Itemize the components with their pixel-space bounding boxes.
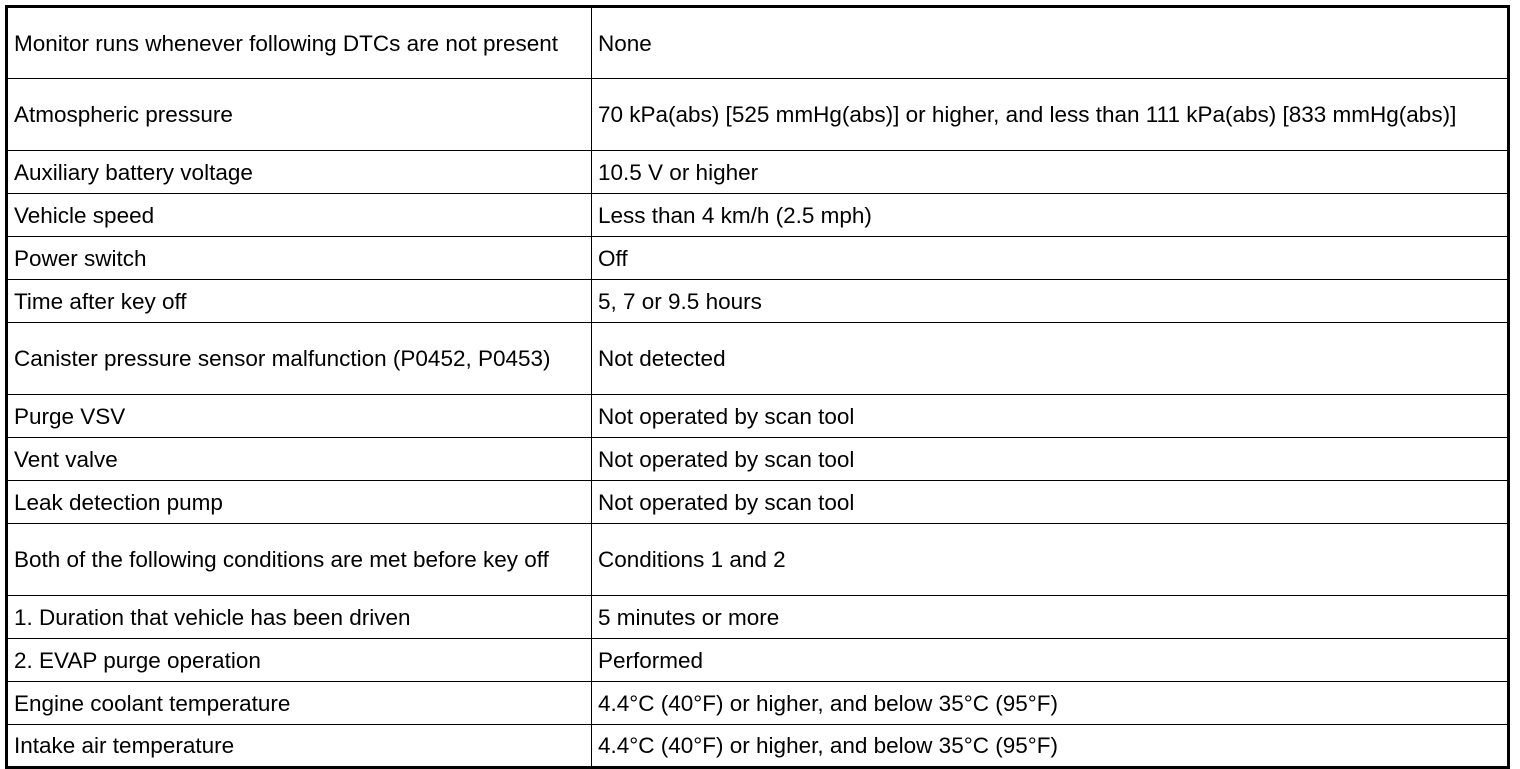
condition-cell: Time after key off (7, 280, 592, 323)
table-row (7, 524, 1509, 596)
condition-cell: Atmospheric pressure (7, 79, 592, 151)
condition-cell: Vehicle speed (7, 194, 592, 237)
value-cell: Not operated by scan tool (592, 438, 1509, 481)
condition-cell: Purge VSV (7, 395, 592, 438)
value-cell: 5 minutes or more (592, 596, 1509, 639)
table-row (7, 596, 1509, 639)
table-row (7, 323, 1509, 395)
table-row (7, 481, 1509, 524)
value-cell: Not operated by scan tool (592, 395, 1509, 438)
table-row (7, 438, 1509, 481)
table-row (7, 7, 1509, 79)
condition-cell: Leak detection pump (7, 481, 592, 524)
value-cell: Less than 4 km/h (2.5 mph) (592, 194, 1509, 237)
value-cell: 10.5 V or higher (592, 151, 1509, 194)
table-row (7, 194, 1509, 237)
table-row (7, 79, 1509, 151)
condition-cell: Intake air temperature (7, 725, 592, 768)
value-cell: Not detected (592, 323, 1509, 395)
condition-cell: 2. EVAP purge operation (7, 639, 592, 682)
table-row (7, 237, 1509, 280)
table-row (7, 280, 1509, 323)
table-body (7, 7, 1509, 768)
condition-cell: Power switch (7, 237, 592, 280)
value-cell: 70 kPa(abs) [525 mmHg(abs)] or higher, and less than 111 kPa(abs) [833 mmHg(abs)] (592, 79, 1509, 151)
condition-cell: 1. Duration that vehicle has been driven (7, 596, 592, 639)
value-cell: Performed (592, 639, 1509, 682)
value-cell: 4.4°C (40°F) or higher, and below 35°C (95°F) (592, 725, 1509, 768)
condition-cell: Canister pressure sensor malfunction (P0452, P0453) (7, 323, 592, 395)
table-row (7, 395, 1509, 438)
value-cell: 5, 7 or 9.5 hours (592, 280, 1509, 323)
value-cell: Conditions 1 and 2 (592, 524, 1509, 596)
condition-cell: Monitor runs whenever following DTCs are not present (7, 7, 592, 79)
condition-cell: Both of the following conditions are met before key off (7, 524, 592, 596)
condition-cell: Auxiliary battery voltage (7, 151, 592, 194)
value-cell: Not operated by scan tool (592, 481, 1509, 524)
value-cell: 4.4°C (40°F) or higher, and below 35°C (95°F) (592, 682, 1509, 725)
value-cell: Off (592, 237, 1509, 280)
conditions-table (5, 5, 1510, 769)
table-row (7, 725, 1509, 768)
table-row (7, 151, 1509, 194)
value-cell: None (592, 7, 1509, 79)
condition-cell: Engine coolant temperature (7, 682, 592, 725)
table-row (7, 682, 1509, 725)
condition-cell: Vent valve (7, 438, 592, 481)
table-row (7, 639, 1509, 682)
